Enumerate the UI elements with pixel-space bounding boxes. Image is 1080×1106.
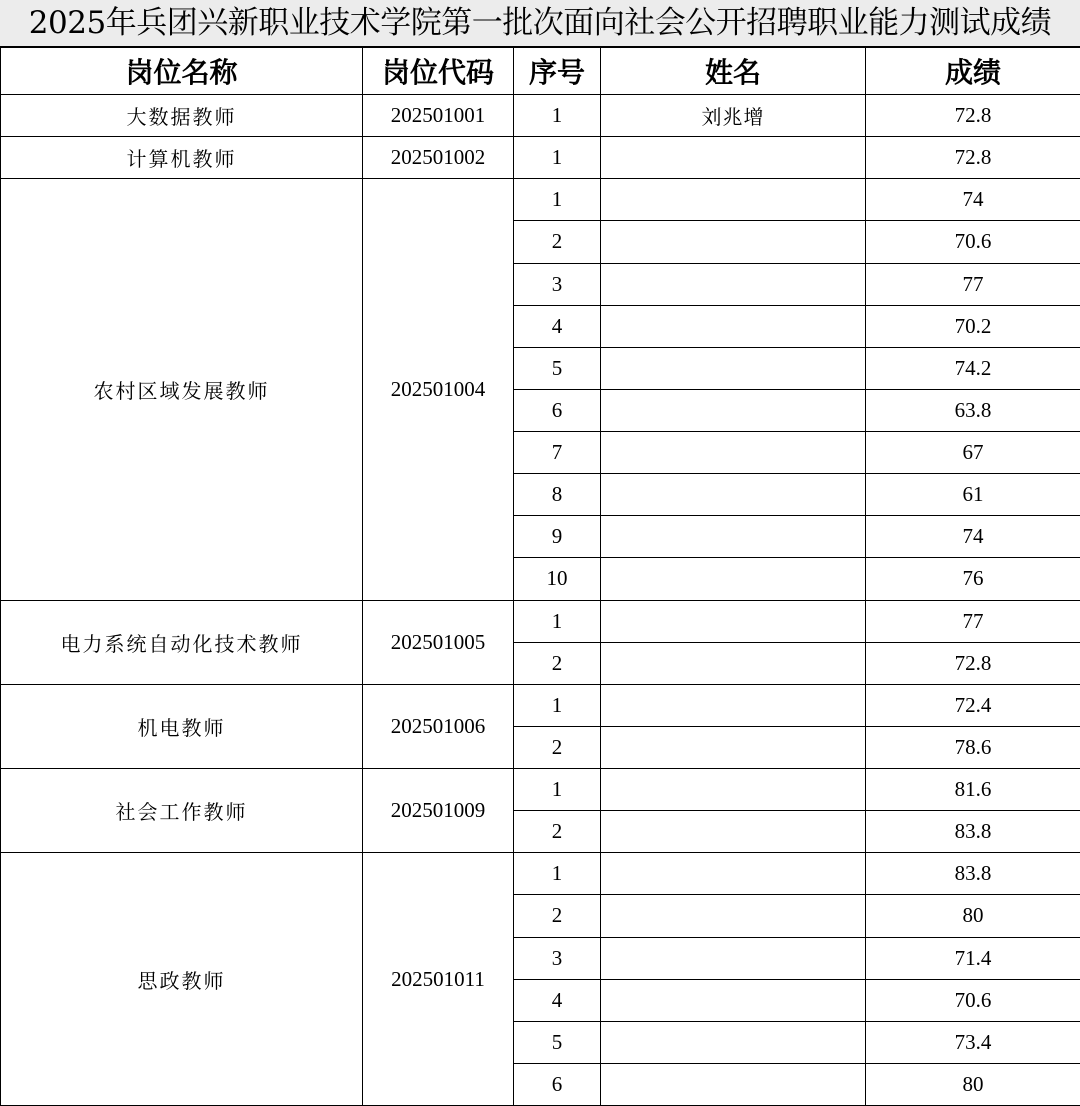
person-name-cell — [601, 853, 866, 895]
page-title: 2025年兵团兴新职业技术学院第一批次面向社会公开招聘职业能力测试成绩 — [0, 0, 1080, 47]
table-row — [1, 137, 1080, 179]
person-name-cell — [601, 895, 866, 937]
seq-no-cell: 5 — [514, 1021, 601, 1063]
score-cell: 80 — [866, 895, 1080, 937]
score-cell: 83.8 — [866, 811, 1080, 853]
score-cell: 72.8 — [866, 137, 1080, 179]
seq-no-cell: 6 — [514, 1063, 601, 1105]
person-name-cell — [601, 642, 866, 684]
seq-no-cell: 4 — [514, 305, 601, 347]
score-cell: 72.8 — [866, 95, 1080, 137]
table-row — [1, 179, 1080, 221]
score-cell: 81.6 — [866, 769, 1080, 811]
seq-no-cell: 10 — [514, 558, 601, 600]
score-cell: 72.4 — [866, 684, 1080, 726]
score-table — [0, 47, 1080, 1106]
person-name-cell — [601, 684, 866, 726]
person-name-cell — [601, 137, 866, 179]
table-row — [1, 684, 1080, 726]
header-person-name: 姓名 — [601, 48, 866, 95]
person-name-cell — [601, 263, 866, 305]
table-row — [1, 95, 1080, 137]
seq-no-cell: 2 — [514, 221, 601, 263]
table-row — [1, 769, 1080, 811]
seq-no-cell: 7 — [514, 432, 601, 474]
seq-no-cell: 1 — [514, 600, 601, 642]
score-cell: 67 — [866, 432, 1080, 474]
score-cell: 76 — [866, 558, 1080, 600]
person-name-cell — [601, 516, 866, 558]
person-name-cell — [601, 305, 866, 347]
post-code-cell: 202501005 — [363, 600, 514, 684]
score-cell: 77 — [866, 600, 1080, 642]
table-body — [1, 95, 1080, 1106]
person-name-cell — [601, 600, 866, 642]
person-name-cell — [601, 389, 866, 431]
seq-no-cell: 1 — [514, 769, 601, 811]
seq-no-cell: 8 — [514, 474, 601, 516]
score-cell: 83.8 — [866, 853, 1080, 895]
score-cell: 70.6 — [866, 221, 1080, 263]
person-name-cell — [601, 1063, 866, 1105]
post-code-cell: 202501002 — [363, 137, 514, 179]
post-name-cell: 农村区域发展教师 — [1, 179, 363, 600]
score-cell: 70.2 — [866, 305, 1080, 347]
score-cell: 78.6 — [866, 726, 1080, 768]
person-name-cell — [601, 347, 866, 389]
header-score: 成绩 — [866, 48, 1080, 95]
post-code-cell: 202501009 — [363, 769, 514, 853]
seq-no-cell: 6 — [514, 389, 601, 431]
score-cell: 70.6 — [866, 979, 1080, 1021]
person-name-cell — [601, 811, 866, 853]
person-name-cell — [601, 558, 866, 600]
score-cell: 73.4 — [866, 1021, 1080, 1063]
table-row — [1, 600, 1080, 642]
header-seq-no: 序号 — [514, 48, 601, 95]
person-name-cell — [601, 432, 866, 474]
seq-no-cell: 5 — [514, 347, 601, 389]
post-code-cell: 202501001 — [363, 95, 514, 137]
seq-no-cell: 2 — [514, 895, 601, 937]
header-post-code: 岗位代码 — [363, 48, 514, 95]
seq-no-cell: 4 — [514, 979, 601, 1021]
score-cell: 80 — [866, 1063, 1080, 1105]
person-name-cell — [601, 726, 866, 768]
person-name-cell — [601, 937, 866, 979]
post-name-cell: 社会工作教师 — [1, 769, 363, 853]
post-name-cell: 思政教师 — [1, 853, 363, 1106]
person-name-cell — [601, 769, 866, 811]
seq-no-cell: 2 — [514, 642, 601, 684]
score-cell: 74 — [866, 179, 1080, 221]
header-post-name: 岗位名称 — [1, 48, 363, 95]
score-cell: 74 — [866, 516, 1080, 558]
person-name-cell — [601, 179, 866, 221]
seq-no-cell: 9 — [514, 516, 601, 558]
post-name-cell: 电力系统自动化技术教师 — [1, 600, 363, 684]
person-name-cell — [601, 1021, 866, 1063]
post-code-cell: 202501011 — [363, 853, 514, 1106]
score-cell: 71.4 — [866, 937, 1080, 979]
post-code-cell: 202501004 — [363, 179, 514, 600]
seq-no-cell: 2 — [514, 811, 601, 853]
score-cell: 74.2 — [866, 347, 1080, 389]
post-name-cell: 机电教师 — [1, 684, 363, 768]
post-name-cell: 计算机教师 — [1, 137, 363, 179]
post-name-cell: 大数据教师 — [1, 95, 363, 137]
seq-no-cell: 1 — [514, 95, 601, 137]
person-name-cell — [601, 979, 866, 1021]
seq-no-cell: 3 — [514, 263, 601, 305]
post-code-cell: 202501006 — [363, 684, 514, 768]
person-name-cell — [601, 221, 866, 263]
score-cell: 72.8 — [866, 642, 1080, 684]
seq-no-cell: 2 — [514, 726, 601, 768]
score-cell: 63.8 — [866, 389, 1080, 431]
person-name-cell: 刘兆增 — [601, 95, 866, 137]
header-row — [1, 48, 1080, 95]
score-cell: 77 — [866, 263, 1080, 305]
seq-no-cell: 1 — [514, 684, 601, 726]
score-cell: 61 — [866, 474, 1080, 516]
person-name-cell — [601, 474, 866, 516]
seq-no-cell: 1 — [514, 179, 601, 221]
seq-no-cell: 1 — [514, 137, 601, 179]
seq-no-cell: 3 — [514, 937, 601, 979]
seq-no-cell: 1 — [514, 853, 601, 895]
table-row — [1, 853, 1080, 895]
